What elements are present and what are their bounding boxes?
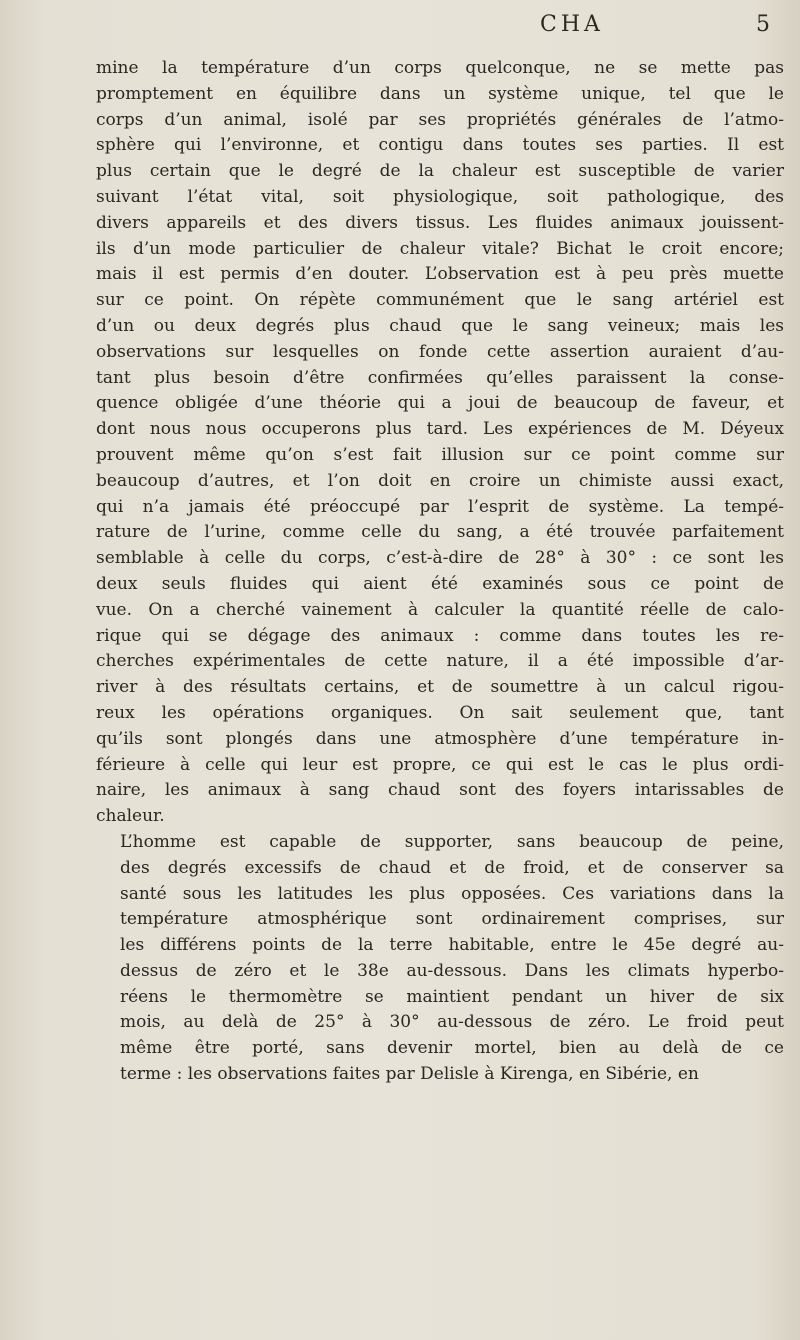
text-line: river à des résultats certains, et de soumettre à un calcul rigou- bbox=[96, 677, 784, 698]
text-line: prouvent même qu’on s’est fait illusion sur ce point comme sur bbox=[96, 444, 784, 465]
text-line: même être porté, sans devenir mortel, bien au delà de ce bbox=[120, 1038, 784, 1059]
text-line: température atmosphérique sont ordinairement comprises, sur bbox=[120, 909, 784, 930]
text-line: chaleur. bbox=[96, 806, 165, 827]
running-head: CHA bbox=[540, 12, 604, 37]
paragraph bbox=[96, 56, 784, 830]
text-line: d’un ou deux degrés plus chaud que le sang veineux; mais les bbox=[96, 315, 784, 336]
text-line: observations sur lesquelles on fonde cette assertion auraient d’au- bbox=[96, 341, 784, 362]
text-line: ils d’un mode particulier de chaleur vitale? Bichat le croit encore; bbox=[96, 238, 784, 259]
text-line: qu’ils sont plongés dans une atmosphère d’une température in- bbox=[96, 728, 784, 749]
page-header bbox=[0, 12, 800, 52]
text-line: corps d’un animal, isolé par ses propriétés générales de l’atmo- bbox=[96, 109, 784, 130]
text-line: promptement en équilibre dans un système unique, tel que le bbox=[96, 83, 784, 104]
text-line: rature de l’urine, comme celle du sang, a été trouvée parfaitement bbox=[96, 522, 784, 543]
text-line: mais il est permis d’en douter. L’observation est à peu près muette bbox=[96, 264, 784, 285]
text-line: plus certain que le degré de la chaleur est susceptible de varier bbox=[96, 161, 784, 182]
text-line: sur ce point. On répète communément que le sang artériel est bbox=[96, 290, 784, 311]
text-line: mois, au delà de 25° à 30° au-dessous de zéro. Le froid peut bbox=[120, 1012, 784, 1033]
paragraph bbox=[96, 830, 784, 1088]
text-line: terme : les observations faites par Delisle à Kirenga, en Sibérie, en bbox=[120, 1064, 699, 1085]
text-line: dessus de zéro et le 38e au-dessous. Dans les climats hyperbo- bbox=[120, 960, 784, 981]
text-line: rique qui se dégage des animaux : comme dans toutes les re- bbox=[96, 625, 784, 646]
text-line: tant plus besoin d’être confirmées qu’elles paraissent la conse- bbox=[96, 367, 784, 388]
text-line: naire, les animaux à sang chaud sont des foyers intarissables de bbox=[96, 780, 784, 801]
text-line: réens le thermomètre se maintient pendant un hiver de six bbox=[120, 986, 784, 1007]
text-line: les différens points de la terre habitable, entre le 45e degré au- bbox=[120, 935, 784, 956]
text-line: divers appareils et des divers tissus. Les fluides animaux jouissent- bbox=[96, 212, 784, 233]
text-line: quence obligée d’une théorie qui a joui de beaucoup de faveur, et bbox=[96, 393, 784, 414]
text-line: L’homme est capable de supporter, sans beaucoup de peine, bbox=[120, 831, 784, 852]
text-line: qui n’a jamais été préoccupé par l’esprit de système. La tempé- bbox=[96, 496, 784, 517]
text-line: beaucoup d’autres, et l’on doit en croire un chimiste aussi exact, bbox=[96, 470, 784, 491]
text-line: semblable à celle du corps, c’est-à-dire de 28° à 30° : ce sont les bbox=[96, 548, 784, 569]
text-line: suivant l’état vital, soit physiologique, soit pathologique, des bbox=[96, 186, 784, 207]
text-line: férieure à celle qui leur est propre, ce qui est le cas le plus ordi- bbox=[96, 754, 784, 775]
text-line: mine la température d’un corps quelconque, ne se mette pas bbox=[96, 58, 784, 78]
text-line: cherches expérimentales de cette nature, il a été impossible d’ar- bbox=[96, 651, 784, 672]
text-line: dont nous nous occuperons plus tard. Les expériences de M. Déyeux bbox=[96, 419, 784, 440]
text-line: sphère qui l’environne, et contigu dans toutes ses parties. Il est bbox=[96, 135, 784, 156]
text-line: des degrés excessifs de chaud et de froid, et de conserver sa bbox=[120, 857, 784, 878]
text-line: deux seuls fluides qui aient été examinés sous ce point de bbox=[96, 573, 784, 594]
text-line: reux les opérations organiques. On sait seulement que, tant bbox=[96, 702, 784, 723]
text-line: vue. On a cherché vainement à calculer la quantité réelle de calo- bbox=[96, 599, 784, 620]
text-line: santé sous les latitudes les plus opposées. Ces variations dans la bbox=[120, 883, 784, 904]
page-number: 5 bbox=[756, 12, 770, 37]
body-text bbox=[96, 56, 784, 1088]
